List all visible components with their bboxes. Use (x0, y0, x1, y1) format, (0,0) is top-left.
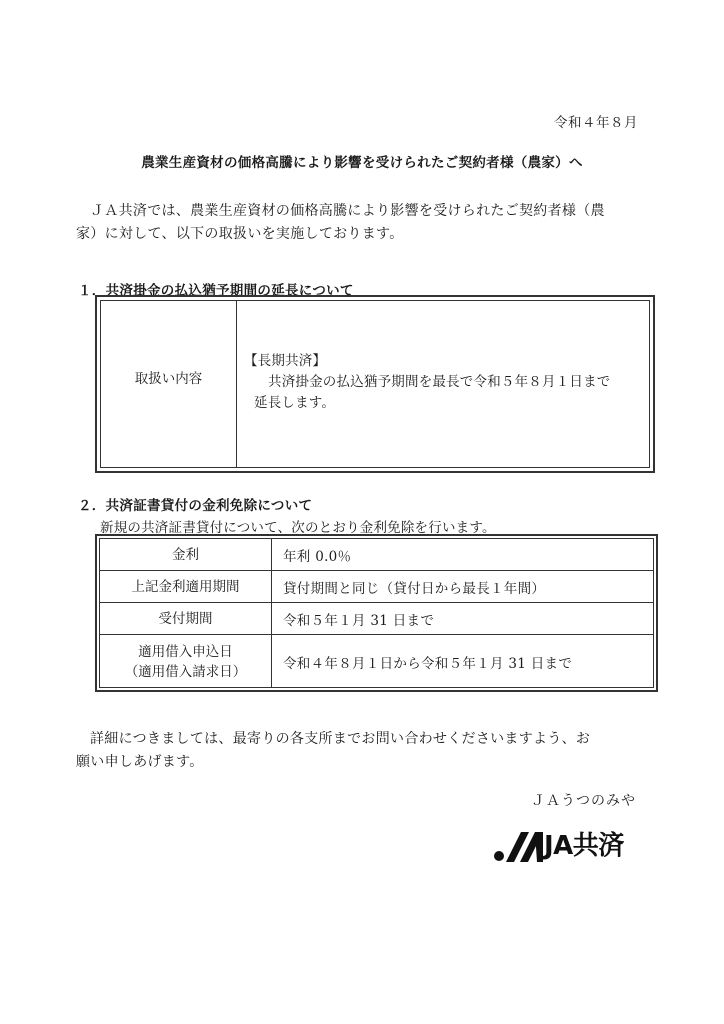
detail-line-2: 願い申しあげます。 (76, 754, 204, 770)
table-row (100, 603, 653, 635)
table-cell-value: 令和４年８月１日から令和５年１月 31 日まで (283, 656, 573, 672)
logo-text: JA共済 (544, 831, 624, 861)
table-row (100, 539, 653, 571)
section-1-divider (236, 301, 237, 467)
table-cell-value: 貸付期間と同じ（貸付日から最長１年間） (283, 580, 546, 597)
table-row (100, 635, 653, 689)
detail-paragraph (76, 728, 658, 774)
table-cell-label: 金利 (172, 546, 199, 563)
section-1-table (95, 295, 655, 473)
organization-name: ＪＡうつのみや (531, 793, 636, 809)
ja-kyosai-logo (492, 826, 652, 866)
section-1-content-line-2: 延長します。 (254, 395, 336, 411)
table-row (100, 571, 653, 603)
detail-line-1: 詳細につきましては、最寄りの各支所までお問い合わせくださいますよう、お (90, 731, 591, 747)
table-cell-value: 令和５年１月 31 日まで (283, 612, 435, 629)
document-title: 農業生産資材の価格高騰により影響を受けられたご契約者様（農家）へ (141, 155, 583, 171)
section-2-heading: ２．共済証書貸付の金利免除について (78, 498, 313, 514)
section-2-subtitle: 新規の共済証書貸付について、次のとおり金利免除を行います。 (100, 520, 496, 536)
section-1-label: 取扱い内容 (134, 371, 203, 387)
table-cell-label (100, 635, 271, 689)
table-cell-label-line-2: （適用借入請求日） (124, 664, 247, 680)
table-cell-label-line-1: 適用借入申込日 (138, 644, 233, 660)
interest-table-inner (99, 538, 654, 688)
section-1-content (244, 351, 644, 414)
intro-paragraph (76, 200, 658, 246)
table-cell-label: 上記金利適用期間 (131, 578, 240, 595)
ja-kyosai-mark-icon (492, 826, 544, 866)
table-cell-value: 年利 0.0％ (283, 548, 352, 565)
intro-line-1: ＪＡ共済では、農業生産資材の価格高騰により影響を受けられたご契約者様（農 (90, 203, 605, 219)
interest-table (95, 534, 658, 692)
section-1-content-line-1: 共済掛金の払込猶予期間を最長で令和５年８月１日まで (268, 374, 611, 390)
section-1-bracket: 【長期共済】 (244, 353, 327, 369)
section-1-heading: １．共済掛金の払込猶予期間の延長について (78, 283, 354, 299)
document-date: 令和４年８月 (554, 115, 638, 131)
table-cell-label: 受付期間 (158, 610, 213, 627)
intro-line-2: 家）に対して、以下の取扱いを実施しております。 (76, 226, 404, 242)
section-1-table-inner (100, 300, 650, 468)
